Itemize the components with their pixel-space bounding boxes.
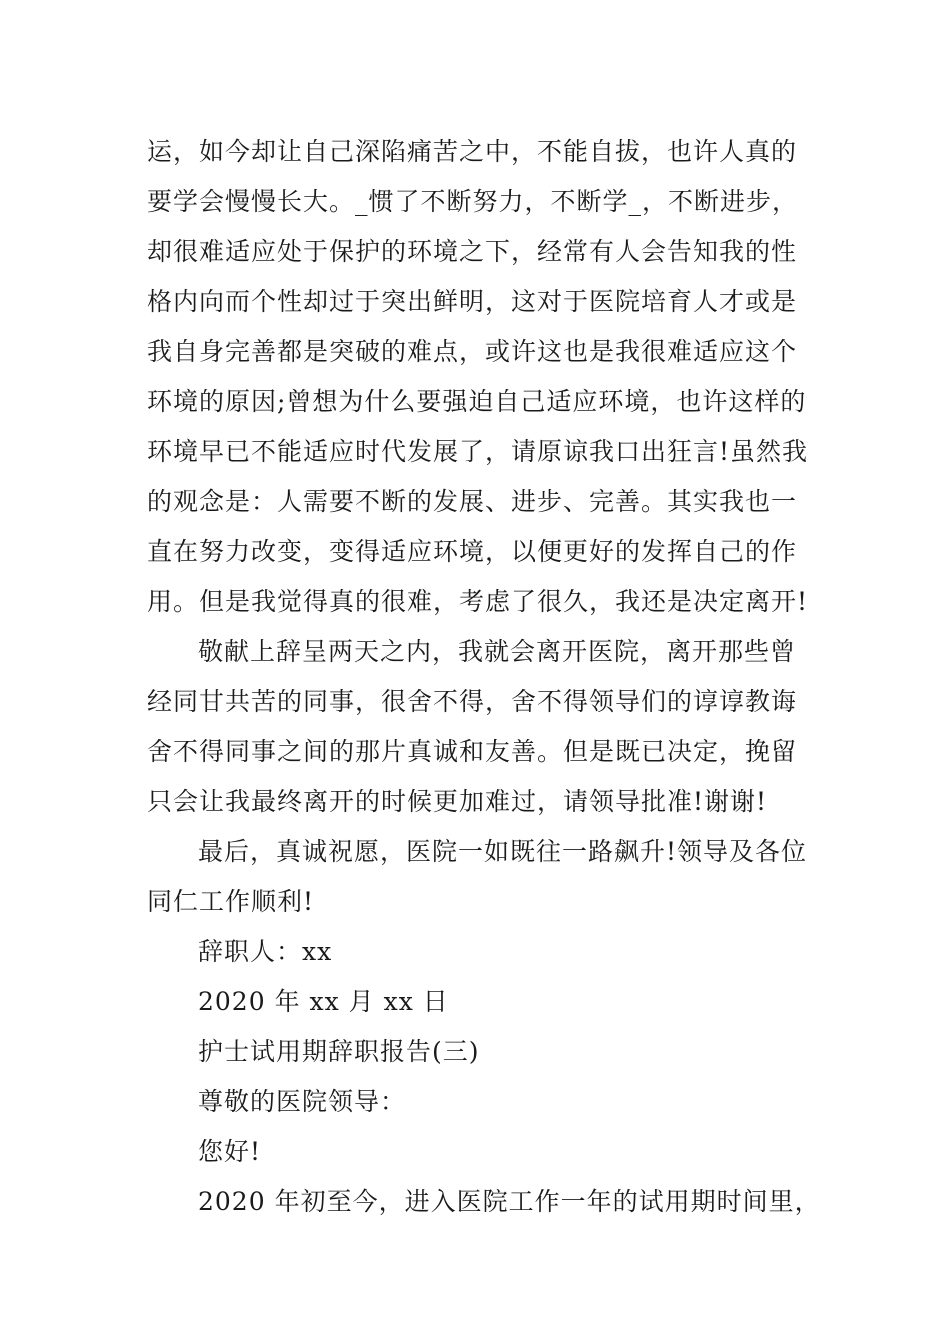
body-line: 只会让我最终离开的时候更加难过，请领导批准!谢谢! [147, 787, 768, 816]
date-line: 2020 年 xx 月 xx 日 [198, 987, 449, 1016]
paragraph-start-line: 2020 年初至今，进入医院工作一年的试用期时间里， [198, 1187, 821, 1216]
document-body [147, 127, 821, 1227]
body-line: 的观念是：人需要不断的发展、进步、完善。其实我也一 [147, 487, 798, 516]
body-line: 舍不得同事之间的那片真诚和友善。但是既已决定，挽留 [147, 737, 798, 766]
body-line: 环境的原因;曾想为什么要强迫自己适应环境，也许这样的 [147, 387, 807, 416]
body-line: 用。但是我觉得真的很难，考虑了很久，我还是决定离开! [147, 587, 809, 616]
body-line: 直在努力改变，变得适应环境，以便更好的发挥自己的作 [147, 537, 798, 566]
body-line: 环境早已不能适应时代发展了，请原谅我口出狂言!虽然我 [147, 437, 809, 466]
body-line: 经同甘共苦的同事，很舍不得，舍不得领导们的谆谆教诲 [147, 687, 798, 716]
body-line: 运，如今却让自己深陷痛苦之中，不能自拔，也许人真的 [147, 137, 798, 166]
body-line: 我自身完善都是突破的难点，或许这也是我很难适应这个 [147, 337, 798, 366]
body-line: 同仁工作顺利! [147, 887, 315, 916]
signature-line: 辞职人：xx [198, 937, 333, 966]
body-line: 格内向而个性却过于突出鲜明，这对于医院培育人才或是 [147, 287, 798, 316]
paragraph-start-line: 最后，真诚祝愿，医院一如既往一路飙升!领导及各位 [198, 837, 808, 866]
greeting-line: 您好! [198, 1137, 262, 1166]
section-title: 护士试用期辞职报告(三) [198, 1037, 480, 1066]
salutation-line: 尊敬的医院领导： [198, 1087, 407, 1116]
body-line: 却很难适应处于保护的环境之下，经常有人会告知我的性 [147, 237, 798, 266]
paragraph-start-line: 敬献上辞呈两天之内，我就会离开医院，离开那些曾 [198, 637, 797, 666]
body-line: 要学会慢慢长大。_惯了不断努力，不断学_，不断进步， [147, 187, 799, 216]
